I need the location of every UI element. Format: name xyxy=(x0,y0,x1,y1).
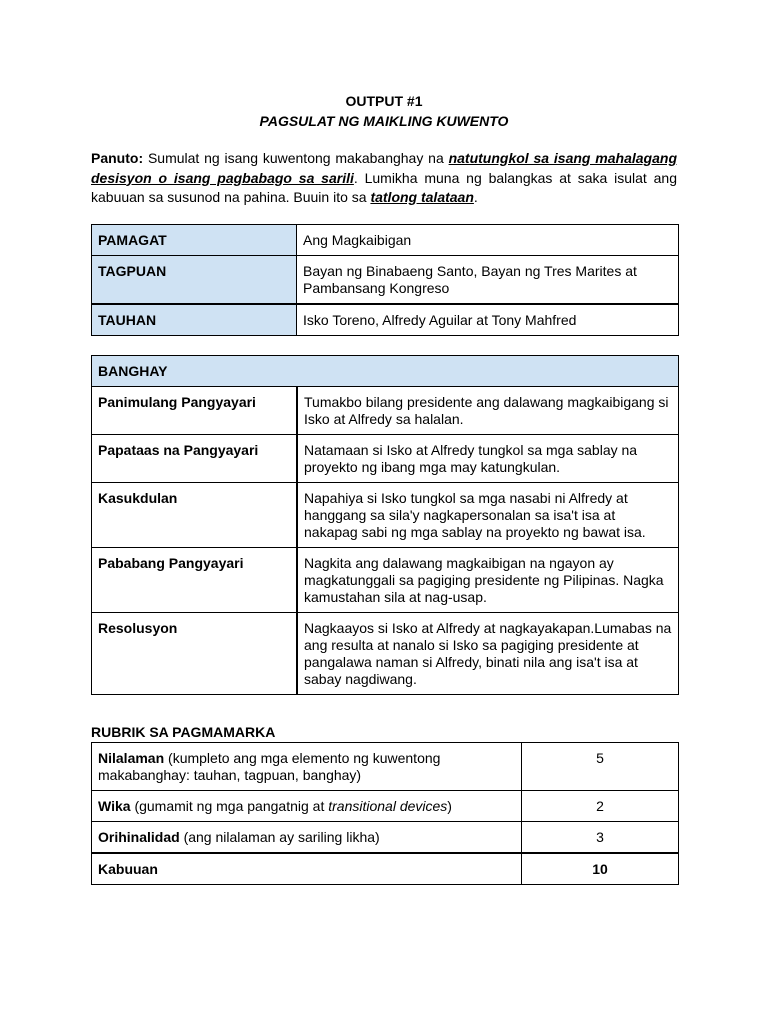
plot-row-value: Natamaan si Isko at Alfredy tungkol sa mga sablay na proyekto ng ibang mga may katungkulan. xyxy=(297,435,679,483)
story-info-value: Bayan ng Binabaeng Santo, Bayan ng Tres Marites at Pambansang Kongreso xyxy=(297,256,679,305)
document-subtitle: PAGSULAT NG MAIKLING KUWENTO xyxy=(259,113,509,129)
plot-row-value: Tumakbo bilang presidente ang dalawang magkaibigang si Isko at Alfredy sa halalan. xyxy=(297,387,679,435)
rubric-criterion: Nilalaman xyxy=(98,750,165,766)
story-info-value: Ang Magkaibigan xyxy=(297,225,679,256)
story-info-label: PAMAGAT xyxy=(92,225,297,256)
story-info-table xyxy=(91,224,679,336)
rubric-points: 2 xyxy=(522,791,679,822)
plot-row-value: Nagkita ang dalawang magkaibigan na ngayon ay magkatunggali sa pagiging presidente ng Pilipinas. Nagka kamustahan sila at nag-usap. xyxy=(297,548,679,613)
rubric-total-row xyxy=(92,853,679,885)
plot-row-label: Panimulang Pangyayari xyxy=(92,387,298,435)
rubric-row xyxy=(92,743,679,791)
story-info-label: TAUHAN xyxy=(92,304,297,336)
instructions-emphasis-2: tatlong talataan xyxy=(370,189,474,205)
rubric-total-label: Kabuuan xyxy=(92,853,522,885)
plot-row xyxy=(92,435,679,483)
plot-table xyxy=(91,355,679,695)
rubric-total-points: 10 xyxy=(522,853,679,885)
plot-row-label: Pababang Pangyayari xyxy=(92,548,298,613)
plot-row-label: Resolusyon xyxy=(92,613,298,695)
plot-row xyxy=(92,387,679,435)
rubric-row xyxy=(92,791,679,822)
rubric-detail-emphasis: transitional devices xyxy=(328,798,448,814)
rubric-table xyxy=(91,742,679,885)
instructions-label: Panuto: xyxy=(91,150,144,166)
rubric-detail: (ang nilalaman ay sariling likha) xyxy=(179,829,380,845)
rubric-title: RUBRIK SA PAGMAMARKA xyxy=(91,724,276,740)
plot-row-label: Kasukdulan xyxy=(92,483,298,548)
story-info-row xyxy=(92,256,679,305)
rubric-criterion: Wika xyxy=(98,798,131,814)
plot-row xyxy=(92,483,679,548)
plot-row xyxy=(92,548,679,613)
rubric-criterion-cell xyxy=(92,791,522,822)
instructions-emphasis-1: natutungkol sa isang mahalagang desisyon o isang pagbabago sa sarili xyxy=(91,150,677,186)
story-info-value: Isko Toreno, Alfredy Aguilar at Tony Mahfred xyxy=(297,304,679,336)
instructions-text-3: . xyxy=(473,189,478,205)
instructions-paragraph xyxy=(91,149,677,208)
plot-row-value: Napahiya si Isko tungkol sa mga nasabi ni Alfredy at hanggang sa sila'y nagkapersonalan sa isa't isa at nakapag sabi ng mga sablay na proyekto ng bawat isa. xyxy=(297,483,679,548)
rubric-detail: (gumamit ng mga pangatnig at xyxy=(130,798,329,814)
plot-row-value: Nagkaayos si Isko at Alfredy at nagkayakapan.Lumabas na ang resulta at nanalo si Isko sa pagiging presidente at pangalawa naman si Alfredy, binati nila ang isa't isa at sabay nagdiwang. xyxy=(297,613,679,695)
plot-row-label: Papataas na Pangyayari xyxy=(92,435,298,483)
instructions-text-2: . Lumikha muna ng balangkas at saka isulat ang kabuuan sa susunod na pahina. Buuin ito sa xyxy=(91,169,677,205)
rubric-criterion-cell xyxy=(92,822,522,854)
rubric-criterion-cell xyxy=(92,743,522,791)
rubric-points: 5 xyxy=(522,743,679,791)
rubric-points: 3 xyxy=(522,822,679,854)
plot-row xyxy=(92,613,679,695)
rubric-criterion: Orihinalidad xyxy=(98,829,180,845)
instructions-text-1: Sumulat ng isang kuwentong makabanghay na xyxy=(143,150,449,166)
story-info-row xyxy=(92,304,679,336)
story-info-row xyxy=(92,225,679,256)
rubric-row xyxy=(92,822,679,854)
plot-header-row xyxy=(92,356,679,387)
rubric-detail: (kumpleto ang mga elemento ng kuwentong makabanghay: tauhan, tagpuan, banghay) xyxy=(98,750,441,783)
rubric-detail-end: ) xyxy=(447,798,452,814)
plot-heading: BANGHAY xyxy=(92,356,679,387)
story-info-label: TAGPUAN xyxy=(92,256,297,305)
output-number: OUTPUT #1 xyxy=(345,93,423,109)
